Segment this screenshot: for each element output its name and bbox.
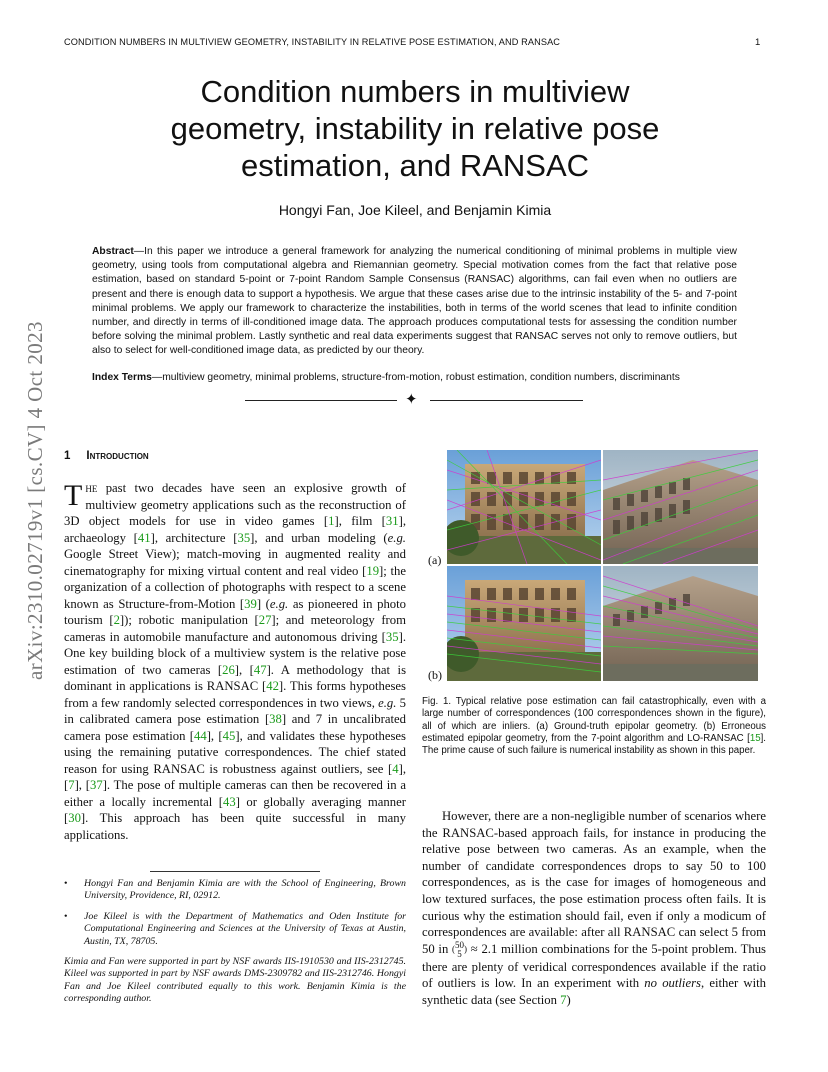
citation-link[interactable]: 2: [113, 613, 120, 627]
arxiv-stamp: [0, 0, 60, 1072]
intro-text: past two decades have seen an explosive growth of multiview geometry applications such as the reconstruction of 3D object models for use in video games [: [64, 481, 406, 528]
intro-text: ], [: [206, 728, 223, 743]
footnote-text: Joe Kileel is with the Department of Mathematics and Oden Institute for Computational Engineering and Sciences at the University of Texas at Austin, Austin, TX, 78705.: [84, 910, 406, 947]
citation-link[interactable]: 47: [253, 662, 267, 677]
intro-text: ] or globally averaging manner [: [64, 794, 406, 825]
figure-caption: [422, 696, 766, 757]
intro-text: ]; and meteorology from cameras in automobile manufacture and autonomous driving [: [64, 613, 406, 644]
index-terms-text: —multiview geometry, minimal problems, structure-from-motion, robust estimation, condition numbers, discriminants: [151, 372, 680, 383]
paragraph-text: However, there are a non-negligible number of scenarios where the RANSAC-based approach fails, for instance in producing the relative pose between two cameras. As an example, when the number of candidate correspondences drops to say 50 to 100 correspondences, as is the case for images of homogeneous and low textured surfaces, the pose estimation process often fails. It is curious why the estimation should fail, even if only a modicum of correspondences are available: after all RANSAC can select 5 from 50 in: [422, 809, 766, 956]
intro-eg: e.g.: [387, 530, 406, 545]
figure-a-right-image: [603, 450, 758, 564]
figure-b-left-image: [447, 566, 601, 681]
citation-link[interactable]: 31: [385, 514, 399, 528]
separator-line-right: [430, 400, 583, 401]
intro-text: ], [: [64, 761, 406, 792]
intro-text: ] (: [256, 596, 270, 611]
citation-link[interactable]: 41: [137, 530, 151, 545]
citation-link[interactable]: 1: [328, 514, 335, 528]
running-head: CONDITION NUMBERS IN MULTIVIEW GEOMETRY, INSTABILITY IN RELATIVE POSE ESTIMATION, AND RANSAC: [64, 37, 561, 47]
citation-link[interactable]: 42: [266, 679, 279, 693]
intro-text: ]); robotic manipulation [: [119, 613, 259, 627]
intro-text: ], archaeology [: [64, 514, 406, 545]
title-line-3: estimation, and RANSAC: [240, 148, 590, 183]
citation-link[interactable]: 15: [749, 732, 761, 744]
index-terms: [92, 372, 737, 383]
caption-text: Fig. 1. Typical relative pose estimation can fail catastrophically, even with a large number of correspondences (100 correspondences shown in the figure), all of which are inliers. (a) Ground-truth epipolar geometry. (b) Erroneous estimated epipolar geometry, from the 7-point algorithm and LO-RANSAC [: [422, 696, 766, 744]
intro-eg: e.g.: [378, 695, 397, 710]
abstract-text: —In this paper we introduce a general framework for analyzing the numerical conditioning of minimal problems in multiple view geometry, using tools from computational algebra and Riemannian geometry. Special motivation comes from the fact that relative pose estimation, based on standard 5-point or 7-point Random Sample Consensus (RANSAC) algorithms, can fail even when no outliers are present and there is enough data to support a hypothesis. We argue that these cases arise due to the intrinsic instability of the 5- and 7-point minimal problems. We apply our framework to characterize the instabilities, both in terms of the world scenes that lead to infinite condition number, and directly in terms of ill-conditioned image data. The approach produces computational tests for assessing the condition number before solving the minimal problem. Lastly synthetic and real data experiments suggest that RANSAC serves not only to remove outliers, but also to select for well-conditioned image data, as predicted by our theory.: [92, 246, 737, 357]
intro-text: ]. This forms hypotheses from a few randomly selected correspondences in two views,: [64, 679, 406, 710]
binomial-top: 50: [455, 939, 465, 950]
intro-text: ], film [: [334, 514, 386, 528]
footnote-rule: [150, 871, 320, 872]
section-heading: [64, 450, 149, 462]
paragraph-text: ): [566, 993, 571, 1008]
figure-b-right-image: [603, 566, 758, 681]
intro-text: ], [: [234, 662, 254, 677]
page-number: 1: [755, 37, 761, 48]
citation-link[interactable]: 45: [222, 728, 236, 743]
intro-text: ]. One key building block of a multiview system is the relative pose estimation of two cameras [: [64, 629, 406, 677]
authors: Hongyi Fan, Joe Kileel, and Benjamin Kimia: [278, 202, 552, 218]
title-line-1: Condition numbers in multiview: [200, 74, 630, 109]
footnote-item: [64, 911, 406, 948]
citation-link[interactable]: 44: [194, 728, 207, 743]
binomial: (50 5 ): [452, 939, 468, 959]
citation-link[interactable]: 39: [244, 596, 257, 611]
abstract: [92, 245, 737, 359]
intro-text: 5 in calibrated camera pose estimation [: [64, 695, 406, 726]
citation-link[interactable]: 43: [223, 794, 236, 809]
abstract-label: Abstract: [92, 246, 134, 257]
intro-text: ], and validates these hypotheses using the remaining putative correspondences. The chief stated reason for using RANSAC is robustness against outliers, see [: [64, 728, 406, 776]
citation-link[interactable]: 37: [90, 778, 103, 792]
citation-link[interactable]: 19: [366, 563, 380, 578]
funding-note: Kimia and Fan were supported in part by NSF awards IIS-1910530 and IIS-2312745. Kileel was supported in part by NSF awards DMS-2309782 and IIS-2312746. Hongyi Fan and Joe Kileel contributed equally to this work. Benjamin Kimia is the corresponding author.: [64, 956, 406, 1005]
intro-text: as pioneered in photo tourism [: [64, 596, 406, 627]
intro-text: ]; the organization of a collection of photographs with respect to a scene known as Structure-from-Motion [: [64, 563, 406, 611]
citation-link[interactable]: 27: [258, 613, 272, 627]
citation-link[interactable]: 35: [385, 629, 399, 644]
separator-star-icon: ✦: [405, 391, 418, 408]
footnote-item: [64, 878, 406, 903]
bullet-icon: •: [64, 910, 68, 922]
citation-link[interactable]: 7: [68, 778, 75, 792]
caption-text: ]. The prime cause of such failure is numerical instability as shown in this paper.: [422, 732, 766, 757]
arxiv-stamp-text: arXiv:2310.02719v1 [cs.CV] 4 Oct 2023: [23, 321, 47, 680]
bullet-icon: •: [64, 878, 68, 889]
citation-link[interactable]: 38: [269, 712, 282, 726]
intro-text: ]. This approach has been quite successful in many applications.: [64, 811, 406, 842]
intro-eg: e.g.: [269, 596, 289, 611]
figure-label-a: (a): [428, 553, 442, 567]
separator-line-left: [245, 400, 397, 401]
citation-link[interactable]: 4: [392, 761, 399, 776]
intro-text: ] and 7 in uncalibrated camera pose estimation [: [64, 712, 406, 743]
section-number: 1: [64, 450, 71, 462]
paragraph-text: ≈ 2.1 million combinations for the 5-point problem. Thus there are plenty of veridical correspondences available if the ratio of outliers is low. In an experiment with: [422, 941, 766, 991]
figure-a-left-image: [447, 450, 601, 564]
intro-text: ], and urban modeling (: [250, 530, 388, 545]
intro-text: Google Street View); match-moving in augmented reality and cinematography for mixing virtual content and real video [: [64, 547, 406, 578]
paragraph-text: , either with synthetic data (see Section: [422, 976, 766, 1008]
intro-text: ]. A methodology that is dominant in applications is RANSAC [: [64, 662, 407, 693]
dropcap: T: [64, 479, 83, 512]
index-terms-label: Index Terms: [92, 372, 152, 383]
citation-link[interactable]: 35: [237, 530, 251, 545]
intro-smallcaps: he: [85, 481, 98, 495]
title-line-2: geometry, instability in relative pose: [170, 111, 660, 146]
footnotes: [64, 878, 406, 1006]
footnote-text: Hongyi Fan and Benjamin Kimia are with the School of Engineering, Brown University, Providence, RI, 02912.: [84, 878, 406, 902]
section-link[interactable]: 7: [560, 993, 567, 1008]
citation-link[interactable]: 30: [68, 811, 81, 825]
intro-text: ], architecture [: [150, 530, 238, 545]
figure-label-b: (b): [428, 668, 442, 682]
intro-text: ], [: [74, 778, 91, 792]
intro-text: ]. The pose of multiple cameras can then be recovered in a either a locally incremental [: [64, 778, 407, 809]
binomial-bottom: 5: [457, 948, 462, 959]
emphasis-text: no outliers: [644, 976, 701, 991]
intro-paragraph: [64, 480, 406, 843]
paper-title: [100, 73, 730, 184]
section-title: Introduction: [86, 450, 149, 462]
right-paragraph: [422, 808, 766, 1009]
citation-link[interactable]: 26: [222, 662, 235, 677]
